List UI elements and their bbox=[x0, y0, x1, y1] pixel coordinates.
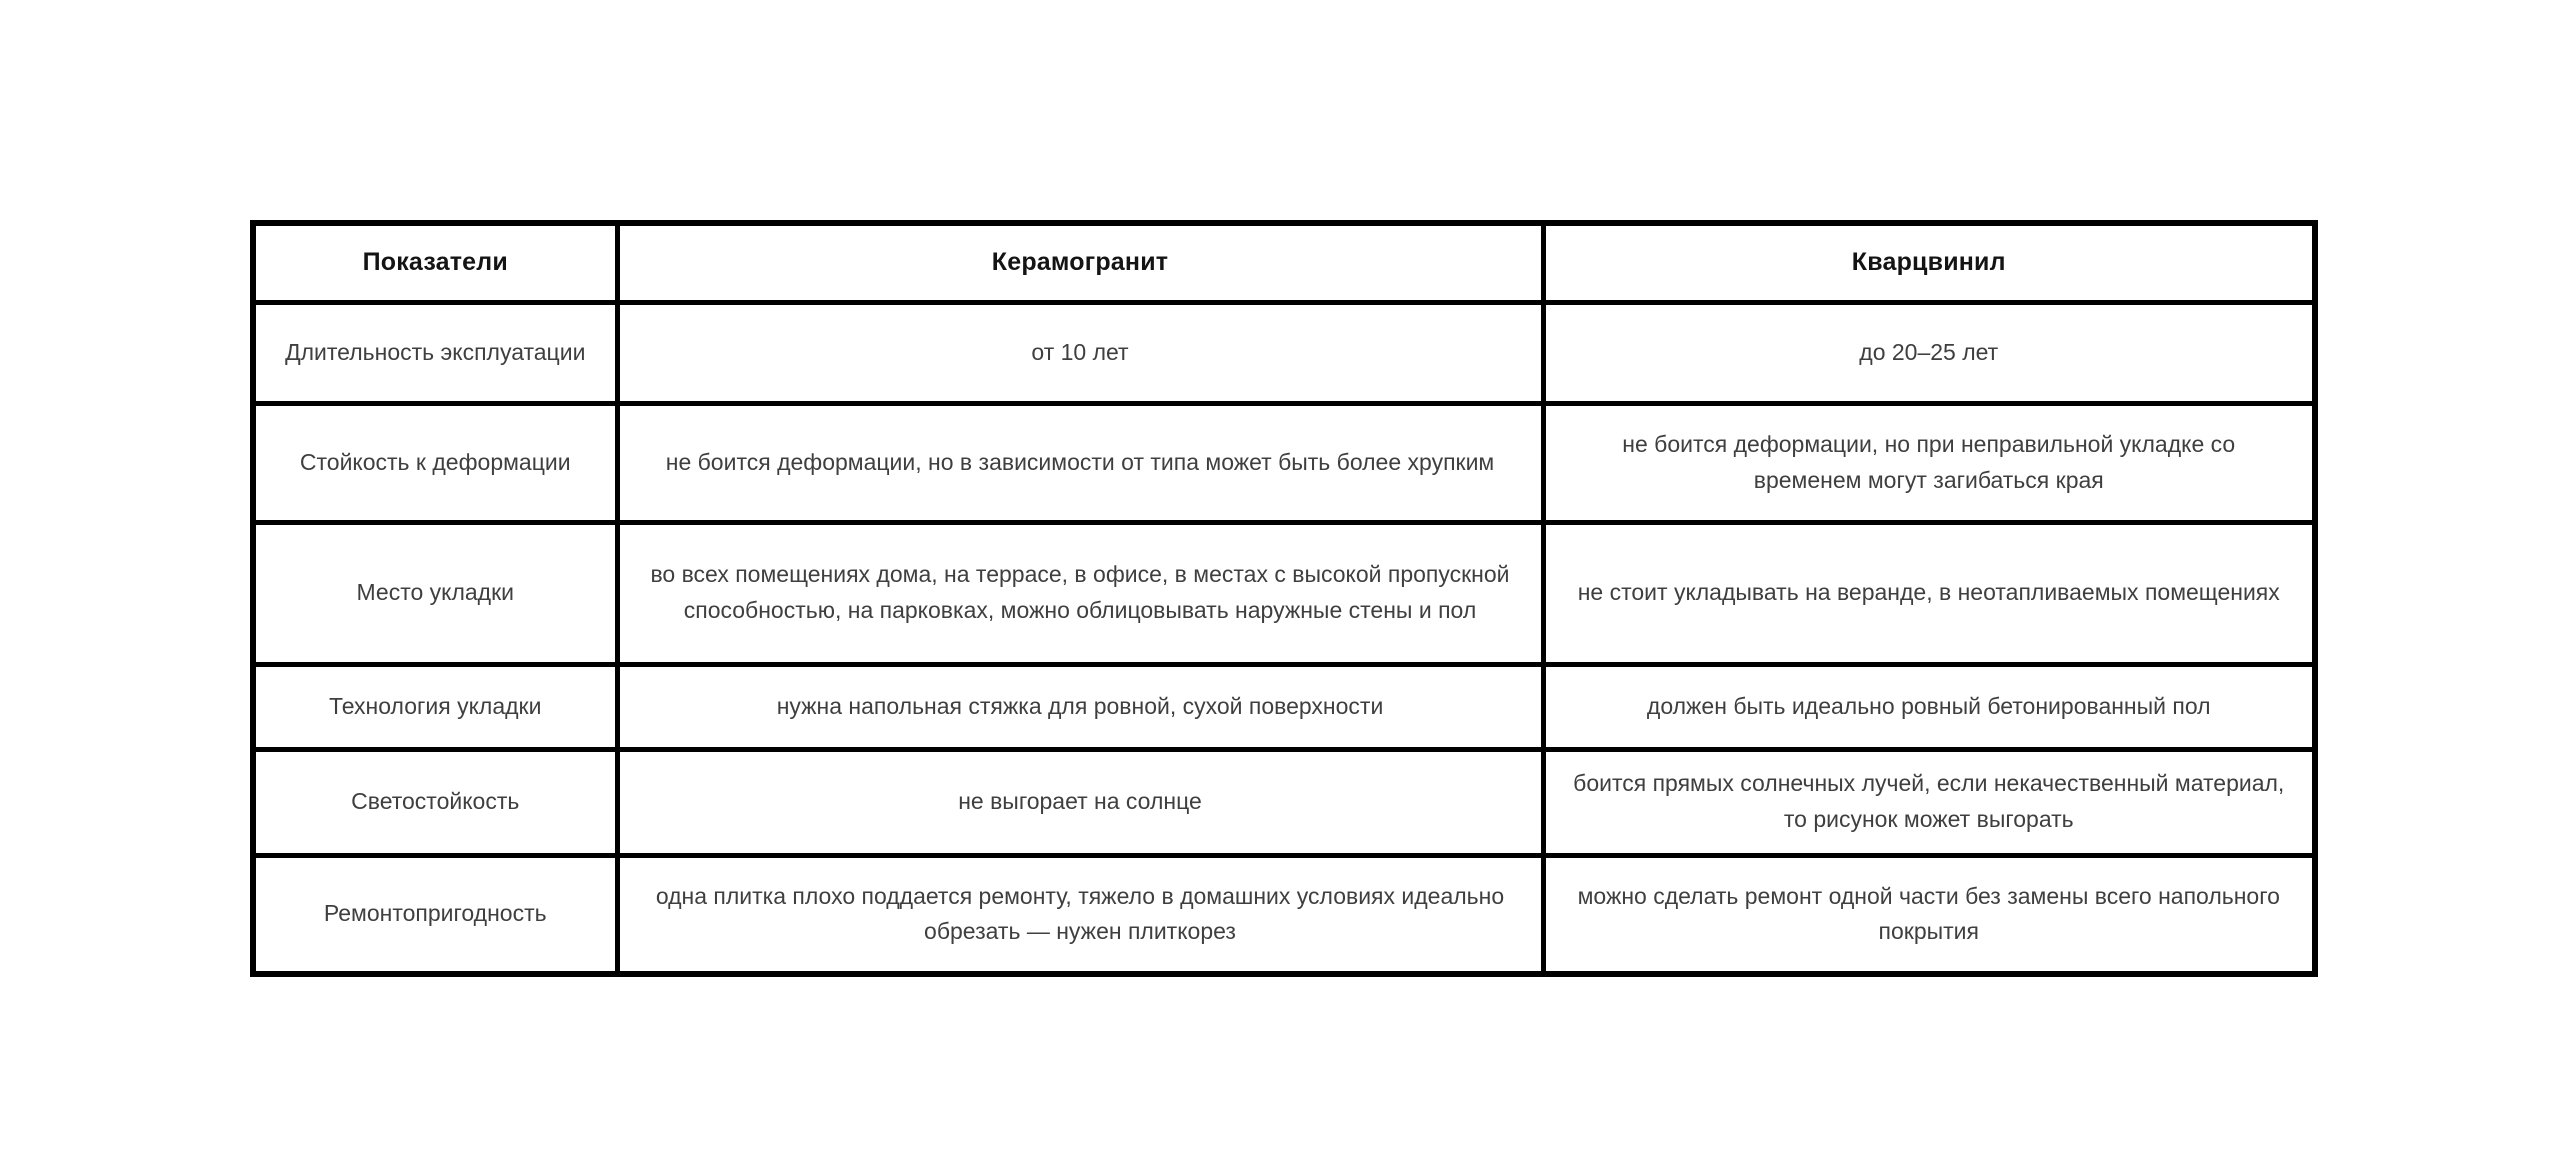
kvartsvinil-cell: боится прямых солнечных лучей, если некачественный материал, то рисунок может выгорать bbox=[1543, 749, 2315, 855]
column-header-indicator: Показатели bbox=[253, 223, 617, 302]
comparison-table bbox=[250, 220, 2318, 977]
kvartsvinil-cell: не стоит укладывать на веранде, в неотапливаемых помещениях bbox=[1543, 522, 2315, 664]
keramogranit-cell: одна плитка плохо поддается ремонту, тяжело в домашних условиях идеально обрезать — нужен плиткорез bbox=[617, 855, 1543, 974]
table-row bbox=[253, 749, 2315, 855]
table-row bbox=[253, 664, 2315, 749]
column-header-keramogranit: Керамогранит bbox=[617, 223, 1543, 302]
indicator-cell: Стойкость к деформации bbox=[253, 403, 617, 522]
keramogranit-cell: от 10 лет bbox=[617, 302, 1543, 403]
indicator-cell: Место укладки bbox=[253, 522, 617, 664]
kvartsvinil-cell: не боится деформации, но при неправильной укладке со временем могут загибаться края bbox=[1543, 403, 2315, 522]
column-header-kvartsvinil: Кварцвинил bbox=[1543, 223, 2315, 302]
kvartsvinil-cell: до 20–25 лет bbox=[1543, 302, 2315, 403]
indicator-cell: Длительность эксплуатации bbox=[253, 302, 617, 403]
kvartsvinil-cell: можно сделать ремонт одной части без замены всего напольного покрытия bbox=[1543, 855, 2315, 974]
table-row bbox=[253, 403, 2315, 522]
table-header-row bbox=[253, 223, 2315, 302]
table-row bbox=[253, 522, 2315, 664]
table-row bbox=[253, 302, 2315, 403]
indicator-cell: Ремонтопригодность bbox=[253, 855, 617, 974]
keramogranit-cell: во всех помещениях дома, на террасе, в офисе, в местах с высокой пропускной способностью, на парковках, можно облицовывать наружные стены и пол bbox=[617, 522, 1543, 664]
kvartsvinil-cell: должен быть идеально ровный бетонированный пол bbox=[1543, 664, 2315, 749]
keramogranit-cell: нужна напольная стяжка для ровной, сухой поверхности bbox=[617, 664, 1543, 749]
keramogranit-cell: не боится деформации, но в зависимости от типа может быть более хрупким bbox=[617, 403, 1543, 522]
indicator-cell: Светостойкость bbox=[253, 749, 617, 855]
indicator-cell: Технология укладки bbox=[253, 664, 617, 749]
keramogranit-cell: не выгорает на солнце bbox=[617, 749, 1543, 855]
table-row bbox=[253, 855, 2315, 974]
